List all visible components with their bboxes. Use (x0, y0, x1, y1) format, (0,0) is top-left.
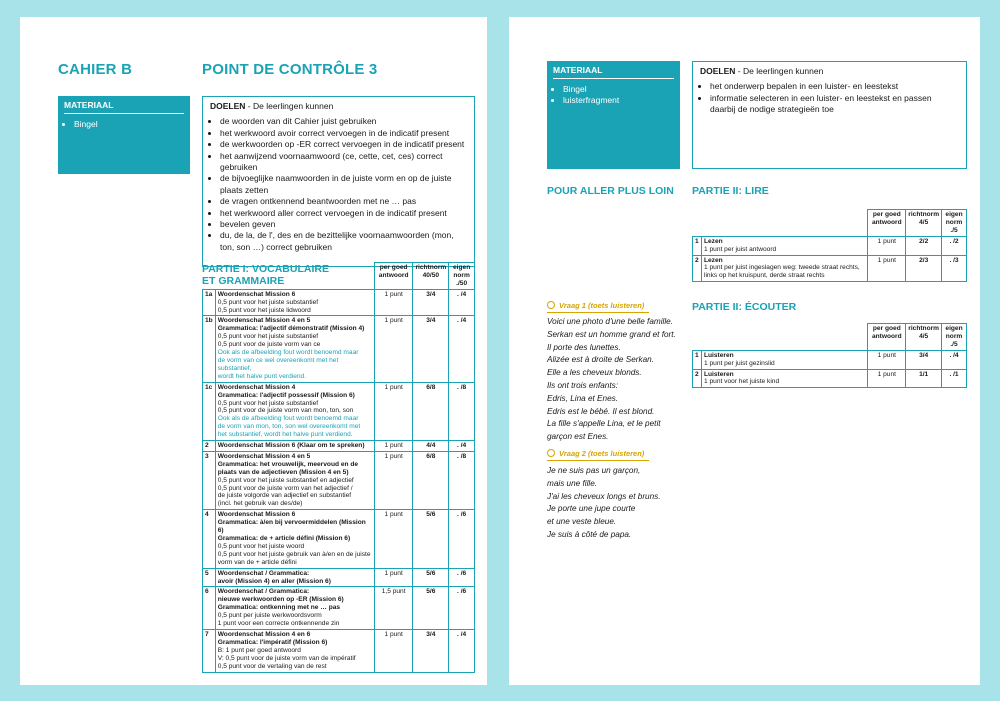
list-item: • de werkwoorden op -ER correct vervoegen in de indicatif present (220, 139, 467, 150)
row-eigen-norm: . /8 (449, 382, 475, 440)
row-description (215, 451, 374, 509)
row-description (215, 289, 374, 316)
row-points: 1 punt (868, 350, 906, 369)
row-description (215, 382, 374, 440)
row-bold-line: nieuwe werkwoorden op -ER (Mission 6) (217, 596, 344, 604)
row-number: 7 (203, 629, 216, 672)
row-bold-line: Woordenschat Mission 6 (217, 511, 296, 519)
row-points: 1 punt (374, 451, 413, 509)
poem-line: Je porte une jupe courte (547, 504, 636, 514)
materiaal-list (64, 119, 184, 129)
poem-line: et une veste bleue. (547, 517, 617, 527)
poem-line: Alizée est à droite de Serkan. (547, 355, 654, 365)
list-item: • du, de la, de l', des en de bezittelijke voornaamwoorden (mon, ton, son …) correct gebruiken (220, 230, 467, 253)
left-page (20, 17, 487, 685)
row-number: 6 (203, 587, 216, 630)
row-description (215, 510, 374, 568)
row-richtnorm: 3/4 (413, 289, 449, 316)
row-eigen-norm: . /6 (449, 568, 475, 587)
row-richtnorm: 1/1 (906, 369, 942, 388)
list-item: • Bingel (563, 84, 674, 94)
row-bold-line: Grammatica: ontkenning met ne … pas (217, 604, 341, 612)
row-description (701, 255, 867, 282)
row-line: 0,5 punt voor het juiste substantief (217, 333, 319, 341)
row-bold-line: Grammatica: de + article défini (Mission 6) (217, 535, 351, 542)
doelen-label-right: DOELEN (700, 66, 736, 76)
row-eigen-norm: . /6 (449, 587, 475, 630)
row-bold-line: Woordenschat / Grammatica: (217, 588, 310, 596)
row-number: 1a (203, 289, 216, 316)
lire-col-per-antwoord: per goed antwoord (868, 210, 906, 237)
list-item: • het werkwoord avoir correct vervoegen in de indicatif present (220, 128, 467, 139)
lire-col-eigen-norm: eigen norm ./5 (942, 210, 967, 237)
vraag1-heading (547, 301, 649, 313)
row-bold-line: Lezen (703, 237, 723, 245)
row-points: 1,5 punt (374, 587, 413, 630)
poem-line: Je ne suis pas un garçon, (547, 466, 641, 475)
row-eigen-norm: . /2 (942, 236, 967, 255)
poem-line: Il porte des lunettes. (547, 342, 621, 352)
row-eigen-norm: . /1 (942, 369, 967, 388)
row-line: de juiste volgorde van adjectief en substantief (217, 492, 352, 500)
row-richtnorm: 5/6 (413, 568, 449, 587)
row-bold-line: Grammatica: l'adjectif démonstratif (Mission 4) (217, 325, 365, 333)
table-row (203, 382, 475, 440)
row-points: 1 punt (374, 441, 413, 452)
row-eigen-norm: . /6 (449, 510, 475, 568)
row-points: 1 punt (868, 255, 906, 282)
list-item: • het aanwijzend voornaamwoord (ce, cette, cet, ces) correct gebruiken (220, 151, 467, 174)
poem-line: Voici une photo d'une belle famille. (547, 317, 673, 326)
partie1-title-line2: ET GRAMMAIRE (202, 275, 285, 287)
row-bold-line: Woordenschat Mission 4 (217, 383, 296, 391)
row-line: 0,5 punt voor het juiste substantief (217, 399, 319, 407)
row-bold-line: Woordenschat / Grammatica: (217, 569, 310, 577)
row-line: B: 1 punt per goed antwoord (217, 646, 301, 654)
materiaal-box (58, 96, 190, 174)
vraag2-heading (547, 449, 649, 461)
col-header-eigen-norm: eigen norm ./50 (449, 263, 475, 290)
row-number: 1c (203, 382, 216, 440)
row-line: 1 punt per juist antwoord (703, 245, 777, 253)
table-row (203, 587, 475, 630)
row-description (215, 629, 374, 672)
list-item: • het werkwoord aller correct vervoegen in de indicatif present (220, 208, 467, 219)
lire-table (692, 209, 967, 282)
vraag1-text (547, 316, 687, 444)
materiaal-title: MATERIAAL (64, 100, 184, 114)
row-line: 1 punt per juist gezinslid (703, 359, 775, 367)
row-bold-line: Woordenschat Mission 6 (Klaar om te spreken) (217, 442, 365, 450)
poem-line: Edris est le bébé. Il est blond. (547, 406, 655, 416)
row-richtnorm: 3/4 (906, 350, 942, 369)
row-number: 2 (693, 255, 702, 282)
doelen-suffix: - De leerlingen kunnen (245, 101, 334, 111)
right-page (509, 17, 980, 685)
table-row (203, 568, 475, 587)
list-item: • de woorden van dit Cahier juist gebruiken (220, 116, 467, 127)
row-eigen-norm: . /4 (449, 441, 475, 452)
row-richtnorm: 2/3 (906, 255, 942, 282)
row-number: 1b (203, 316, 216, 382)
row-points: 1 punt (374, 289, 413, 316)
row-description (701, 350, 867, 369)
cahier-title: CAHIER B (58, 61, 133, 78)
row-richtnorm: 2/2 (906, 236, 942, 255)
row-eigen-norm: . /4 (449, 316, 475, 382)
row-line: links op het kruispunt, derde straat rechts (703, 272, 825, 280)
row-number: 5 (203, 568, 216, 587)
doelen-box (202, 96, 475, 267)
doelen-label: DOELEN (210, 101, 246, 111)
row-description (215, 316, 374, 382)
list-item: • de bijvoeglijke naamwoorden in de juiste vorm en op de juiste plaats zetten (220, 173, 467, 196)
row-points: 1 punt (374, 629, 413, 672)
row-bold-line: avoir (Mission 4) en aller (Mission 6) (217, 577, 331, 585)
row-line: 0,5 punt per juiste werkwoordsvorm (217, 612, 322, 620)
poem-line: garçon est Enes. (547, 432, 609, 442)
page-title: POINT DE CONTRÔLE 3 (202, 61, 378, 78)
row-note-line: wordt het halve punt verdiend. (217, 372, 307, 380)
table-row (203, 316, 475, 382)
row-richtnorm: 5/6 (413, 587, 449, 630)
row-richtnorm: 3/4 (413, 629, 449, 672)
row-bold-line: Lezen (703, 256, 723, 264)
vraag2-title: Vraag 2 (toets luisteren) (559, 449, 645, 458)
table-row (693, 236, 967, 255)
table-row (203, 451, 475, 509)
row-bold-line: Grammatica: l'impératif (Mission 6) (217, 638, 328, 646)
row-description (701, 236, 867, 255)
table-row (693, 350, 967, 369)
col-header-per-antwoord: per goed antwoord (374, 263, 413, 290)
row-points: 1 punt (374, 510, 413, 568)
ecouter-col-per-antwoord: per goed antwoord (868, 324, 906, 351)
poem-line: Elle a les cheveux blonds. (547, 368, 642, 378)
row-line: 0,5 punt voor het juiste lidwoord (217, 306, 311, 314)
row-richtnorm: 3/4 (413, 316, 449, 382)
row-line: 0,5 punt voor het juiste woord (217, 542, 305, 550)
poem-line: Serkan est un homme grand et fort. (547, 329, 676, 339)
row-line: 0,5 punt voor het juiste gebruik van à/en en de juiste (217, 550, 371, 558)
row-bold-line: Grammatica: l'adjectif possessif (Mission 6) (217, 391, 355, 399)
row-number: 2 (203, 441, 216, 452)
ecouter-title: PARTIE II: ÉCOUTER (692, 301, 797, 313)
row-eigen-norm: . /3 (942, 255, 967, 282)
row-bold-line: Woordenschat Mission 4 en 6 (217, 630, 311, 638)
doelen-list (210, 116, 467, 253)
row-description (215, 587, 374, 630)
row-description (701, 369, 867, 388)
poem-line: Ils ont trois enfants: (547, 380, 618, 390)
ecouter-col-eigen-norm: eigen norm ./5 (942, 324, 967, 351)
row-note-line: het substantief, wordt het halve punt verdiend. (217, 431, 353, 439)
table-row (693, 255, 967, 282)
row-note-line: de vorm van mon, ton, son wel overeenkomt met (217, 423, 361, 431)
plus-loin-title: POUR ALLER PLUS LOIN (547, 185, 674, 197)
row-points: 1 punt (374, 316, 413, 382)
partie1-title-line1: PARTIE I: VOCABULAIRE (202, 263, 329, 275)
row-line: 1 punt voor een correcte ontkennende zin (217, 620, 340, 628)
materiaal-box-right (547, 61, 680, 169)
doelen-suffix-right: - De leerlingen kunnen (735, 66, 824, 76)
row-richtnorm: 5/6 (413, 510, 449, 568)
partie1-table (202, 262, 475, 673)
row-note-line: de vorm van ce wel overeenkomt met het substantief, (217, 356, 339, 372)
row-line: V: 0,5 punt voor de juiste vorm van de impératif (217, 654, 356, 662)
row-eigen-norm: . /4 (942, 350, 967, 369)
row-points: 1 punt (374, 568, 413, 587)
poem-line: La fille s'appelle Lina, et le petit (547, 419, 661, 429)
row-note-line: Ook als de afbeelding fout wordt benoemd maar (217, 349, 359, 357)
row-number: 3 (203, 451, 216, 509)
list-item: • informatie selecteren in een luister- en leestekst en passen daarbij de nodige strategieën toe (710, 93, 959, 116)
table-row (693, 369, 967, 388)
table-row (203, 441, 475, 452)
list-item: • luisterfragment (563, 95, 674, 105)
doelen-list-right (700, 81, 959, 115)
row-line: 0,5 punt voor de vertaling van de rest (217, 662, 327, 670)
row-richtnorm: 6/8 (413, 382, 449, 440)
speaker-icon (547, 449, 555, 457)
row-points: 1 punt (374, 382, 413, 440)
row-line: vorm van de + article défini (217, 558, 297, 566)
table-row (203, 629, 475, 672)
row-bold-line: Luisteren (703, 370, 734, 378)
vraag2-text (547, 465, 687, 542)
lire-title: PARTIE II: LIRE (692, 185, 769, 197)
poem-line: Je suis à côté de papa. (547, 529, 632, 539)
poem-line: mais une fille. (547, 478, 598, 488)
row-description (215, 441, 374, 452)
row-eigen-norm: . /4 (449, 629, 475, 672)
row-number: 4 (203, 510, 216, 568)
ecouter-col-richtnorm: richtnorm 4/5 (906, 324, 942, 351)
row-description (215, 568, 374, 587)
list-item: • de vragen ontkennend beantwoorden met ne … pas (220, 196, 467, 207)
row-number: 1 (693, 236, 702, 255)
list-item: • bevelen geven (220, 219, 467, 230)
row-bold-line: Grammatica: à/en bij vervoermiddelen (Mission 6) (217, 519, 366, 535)
table-row (203, 289, 475, 316)
row-bold-line: Woordenschat Mission 6 (217, 290, 296, 298)
row-points: 1 punt (868, 236, 906, 255)
row-bold-line: Luisteren (703, 351, 734, 359)
table-row (203, 510, 475, 568)
row-eigen-norm: . /4 (449, 289, 475, 316)
row-bold-line: plaats van de adjectieven (Mission 4 en 5) (217, 468, 349, 476)
row-line: 0,5 punt voor het juiste substantief en adjectief (217, 476, 354, 484)
poem-line: Edris, Lina et Enes. (547, 393, 618, 403)
ecouter-table (692, 323, 967, 388)
materiaal-title-right: MATERIAAL (553, 65, 674, 79)
list-item: • het onderwerp bepalen in een luister- en leestekst (710, 81, 959, 92)
row-points: 1 punt (868, 369, 906, 388)
row-line: (incl. het gebruik van des/de) (217, 500, 303, 508)
row-richtnorm: 4/4 (413, 441, 449, 452)
row-line: 0,5 punt voor het juiste substantief (217, 298, 319, 306)
speaker-icon (547, 301, 555, 309)
poem-line: J'ai les cheveux longs et bruns. (547, 491, 661, 501)
row-richtnorm: 6/8 (413, 451, 449, 509)
row-eigen-norm: . /8 (449, 451, 475, 509)
col-header-richtnorm: richtnorm 40/50 (413, 263, 449, 290)
materiaal-list-right (553, 84, 674, 105)
row-number: 1 (693, 350, 702, 369)
row-line: 1 punt per juist ingeslagen weg: tweede straat rechts, (703, 264, 860, 272)
row-bold-line: Woordenschat Mission 4 en 5 (217, 317, 311, 325)
lire-col-richtnorm: richtnorm 4/5 (906, 210, 942, 237)
list-item: • Bingel (74, 119, 184, 129)
row-line: 0,5 punt voor de juiste vorm van mon, ton, son (217, 407, 354, 415)
row-bold-line: Woordenschat Mission 4 en 5 (217, 452, 311, 460)
row-line: 0,5 punt voor de juiste vorm van het adjectief / (217, 484, 353, 492)
row-line: 1 punt voor het juiste kind (703, 378, 780, 386)
row-number: 2 (693, 369, 702, 388)
row-note-line: Ook als de afbeelding fout wordt benoemd maar (217, 415, 359, 423)
row-line: 0,5 punt voor de juiste vorm van ce (217, 341, 321, 349)
vraag1-title: Vraag 1 (toets luisteren) (559, 301, 645, 310)
row-bold-line: Grammatica: het vrouwelijk, meervoud en de (217, 460, 359, 468)
doelen-box-right (692, 61, 967, 169)
